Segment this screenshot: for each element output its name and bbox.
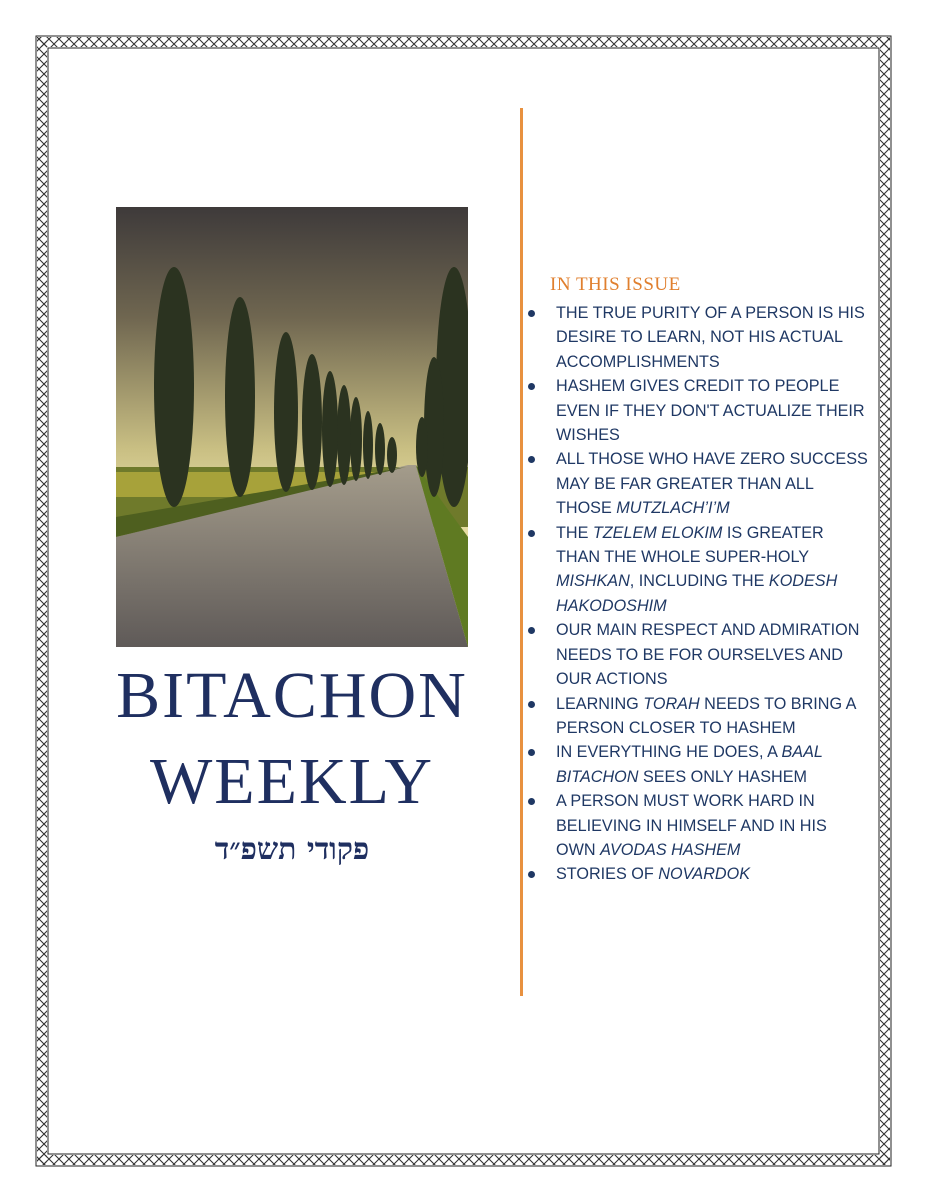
issue-item-text: OUR MAIN RESPECT AND ADMIRATION NEEDS TO BE FOR OURSELVES AND OUR ACTIONS — [556, 621, 860, 689]
issue-item-text: THE — [556, 523, 593, 542]
bullet-icon — [528, 456, 535, 463]
issue-list-item — [528, 789, 868, 862]
issue-item-text: STORIES OF — [556, 865, 659, 884]
in-this-issue-heading: IN THIS ISSUE — [550, 274, 681, 295]
issue-item-text: THE TRUE PURITY OF A PERSON IS HIS DESIRE TO LEARN, NOT HIS ACTUAL ACCOMPLISHMENTS — [556, 304, 865, 371]
bullet-icon — [528, 871, 535, 878]
bullet-icon — [528, 701, 535, 708]
issue-list-item — [528, 521, 868, 619]
bullet-icon — [528, 310, 535, 317]
newsletter-title-line2: WEEKLY — [150, 745, 434, 818]
issue-item-text: IS GREATER THAN THE WHOLE SUPER-HOLY — [556, 523, 824, 567]
cover-photo — [116, 207, 468, 647]
issue-item-text: IN EVERYTHING HE DOES, A — [556, 743, 782, 762]
issue-item-text: NEEDS TO BRING A PERSON CLOSER TO HASHEM — [556, 694, 856, 737]
issue-item-text: BAAL BITACHON — [556, 743, 823, 786]
issue-item-text: NOVARDOK — [658, 865, 750, 884]
bullet-icon — [528, 749, 535, 756]
issue-list-item — [528, 740, 868, 789]
issue-item-text: TZELEM ELOKIM — [592, 523, 723, 542]
issue-item-text: TORAH — [643, 694, 700, 713]
cypress-road-icon — [116, 207, 468, 647]
issue-list-item — [528, 618, 868, 691]
issue-item-text: A PERSON MUST WORK HARD IN BELIEVING IN HIMSELF AND IN HIS OWN — [556, 792, 827, 859]
issue-list-item — [528, 301, 868, 374]
issue-item-text: ALL THOSE WHO HAVE ZERO SUCCESS MAY BE FAR GREATER THAN ALL THOSE — [556, 450, 868, 518]
column-divider — [520, 108, 523, 996]
issue-item-text: LEARNING — [556, 694, 644, 713]
issue-list-item — [528, 374, 868, 447]
bullet-icon — [528, 530, 535, 537]
issue-item-text: SEES ONLY HASHEM — [638, 767, 807, 786]
issue-list-item — [528, 862, 868, 886]
issue-list-item — [528, 692, 868, 741]
newsletter-title-line1: BITACHON — [116, 659, 468, 732]
issue-item-text: MISHKAN — [556, 572, 630, 591]
hebrew-parsha-date: פקודי תשפ״ד — [214, 832, 370, 867]
issue-item-text: MUTZLACH’I’M — [616, 499, 730, 518]
issue-list-item — [528, 447, 868, 520]
bullet-icon — [528, 383, 535, 390]
bullet-icon — [528, 798, 535, 805]
issue-item-text: AVODAS HASHEM — [600, 840, 741, 859]
issue-item-text: , INCLUDING THE — [629, 572, 769, 591]
bullet-icon — [528, 627, 535, 634]
issue-item-text: HASHEM GIVES CREDIT TO PEOPLE EVEN IF THEY DON'T ACTUALIZE THEIR WISHES — [556, 377, 865, 445]
issue-item-text: KODESH HAKODOSHIM — [556, 572, 838, 615]
in-this-issue-list — [528, 301, 868, 887]
